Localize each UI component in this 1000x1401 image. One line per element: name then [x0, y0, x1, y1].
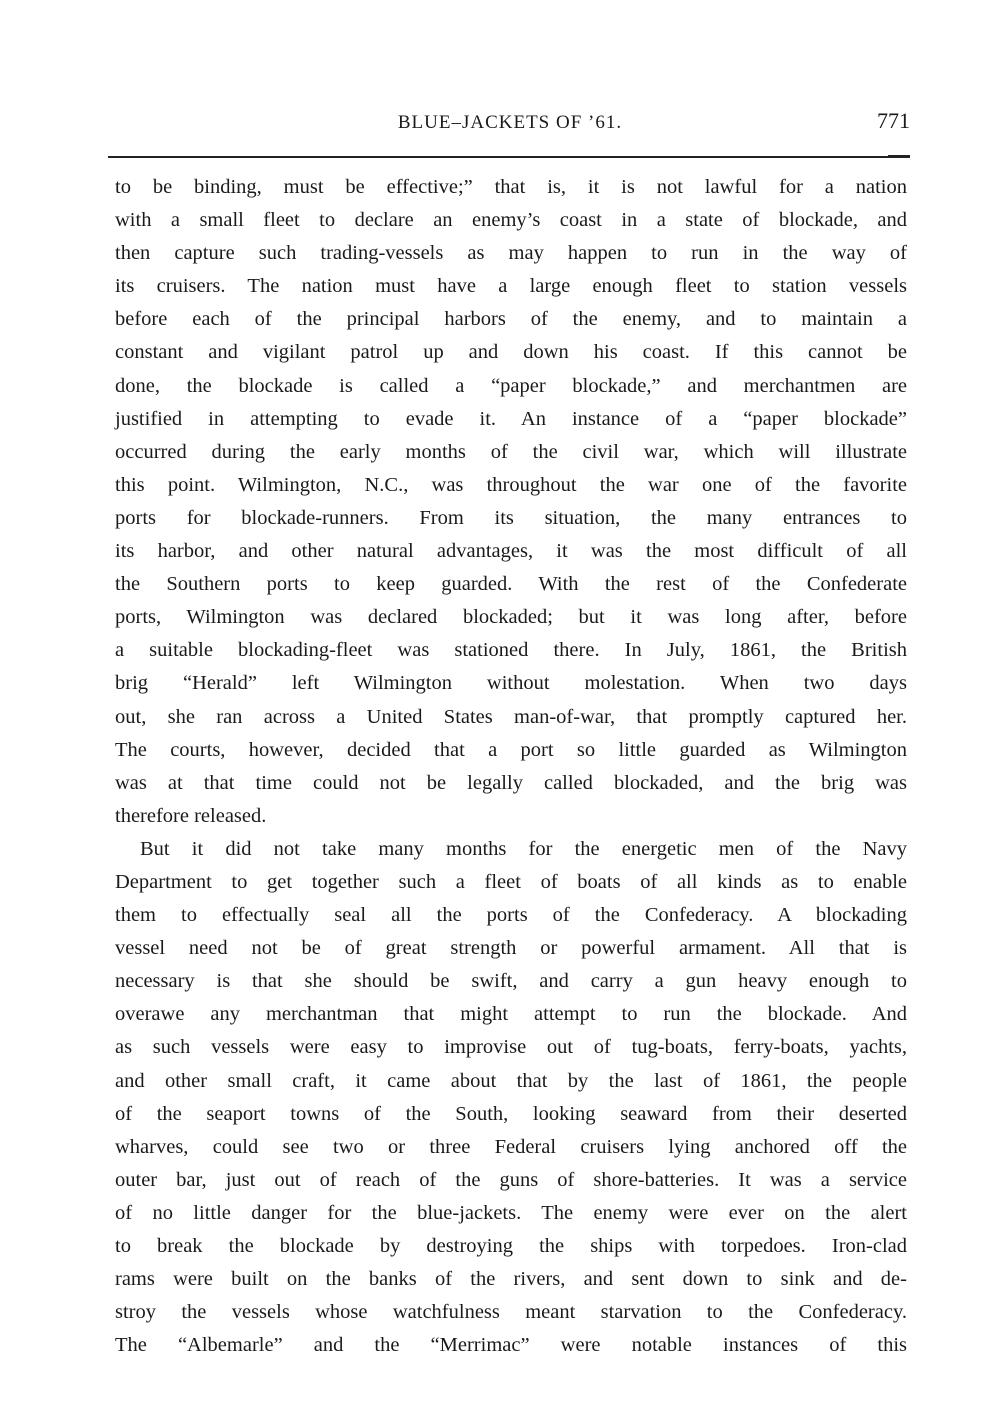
text-line: justified in attempting to evade it. An instance of a “paper blockade” — [115, 407, 907, 430]
text-line: to break the blockade by destroying the ships with torpedoes. Iron-clad — [115, 1235, 907, 1257]
text-line: of the seaport towns of the South, looking seaward from their deserted — [115, 1102, 907, 1125]
text-line: necessary is that she should be swift, and carry a gun heavy enough to — [115, 970, 907, 993]
text-line: was at that time could not be legally called blockaded, and the brig was — [115, 771, 907, 794]
text-line: before each of the principal harbors of the enemy, and to maintain a — [115, 308, 907, 331]
text-line: wharves, could see two or three Federal cruisers lying anchored off the — [115, 1135, 907, 1158]
text-line: done, the blockade is called a “paper blockade,” and merchantmen are — [115, 374, 907, 397]
text-line: as such vessels were easy to improvise out of tug-boats, ferry-boats, yachts, — [115, 1036, 907, 1059]
text-line: ports for blockade-runners. From its situation, the many entrances to — [115, 506, 907, 529]
paragraph-2 — [115, 833, 907, 1363]
text-line: them to effectually seal all the ports of the Confederacy. A blockading — [115, 904, 907, 927]
text-line: to be binding, must be effective;” that is, it is not lawful for a nation — [115, 176, 907, 198]
text-line: But it did not take many months for the energetic men of the Navy — [140, 837, 907, 860]
text-line: of no little danger for the blue-jackets. The enemy were ever on the alert — [115, 1201, 907, 1224]
text-line: ports, Wilmington was declared blockaded; but it was long after, before — [115, 606, 907, 629]
text-line: The “Albemarle” and the “Merrimac” were notable instances of this — [115, 1334, 907, 1357]
text-line: and other small craft, it came about that by the last of 1861, the people — [115, 1069, 907, 1092]
text-line: out, she ran across a United States man-of-war, that promptly captured her. — [115, 705, 907, 728]
header-rule — [108, 156, 908, 158]
text-line: vessel need not be of great strength or powerful armament. All that is — [115, 937, 907, 960]
text-line: occurred during the early months of the civil war, which will illustrate — [115, 440, 907, 463]
text-line: stroy the vessels whose watchfulness meant starvation to the Confederacy. — [115, 1301, 907, 1324]
text-line: outer bar, just out of reach of the guns of shore-batteries. It was a service — [115, 1168, 907, 1191]
text-line: the Southern ports to keep guarded. With the rest of the Confederate — [115, 573, 907, 596]
text-line: its cruisers. The nation must have a large enough fleet to station vessels — [115, 275, 907, 298]
text-line: brig “Herald” left Wilmington without molestation. When two days — [115, 672, 907, 695]
text-line: Department to get together such a fleet of boats of all kinds as to enable — [115, 870, 907, 893]
text-line: its harbor, and other natural advantages, it was the most difficult of all — [115, 540, 907, 563]
body-text — [115, 171, 907, 1362]
text-line: then capture such trading-vessels as may happen to run in the way of — [115, 242, 907, 265]
text-line: rams were built on the banks of the rivers, and sent down to sink and de- — [115, 1268, 907, 1291]
text-line: this point. Wilmington, N.C., was throughout the war one of the favorite — [115, 473, 907, 496]
text-line: constant and vigilant patrol up and down his coast. If this cannot be — [115, 341, 907, 364]
text-line: a suitable blockading-fleet was stationed there. In July, 1861, the British — [115, 639, 907, 662]
text-line: overawe any merchantman that might attempt to run the blockade. And — [115, 1003, 907, 1026]
running-title: BLUE–JACKETS OF ’61. — [397, 112, 623, 133]
running-head — [110, 108, 910, 138]
paragraph-1 — [115, 171, 907, 833]
text-line: therefore released. — [115, 804, 267, 827]
text-line: The courts, however, decided that a port so little guarded as Wilmington — [115, 738, 907, 761]
text-line: with a small fleet to declare an enemy’s coast in a state of blockade, and — [115, 209, 907, 232]
page-number: 771 — [877, 108, 910, 133]
